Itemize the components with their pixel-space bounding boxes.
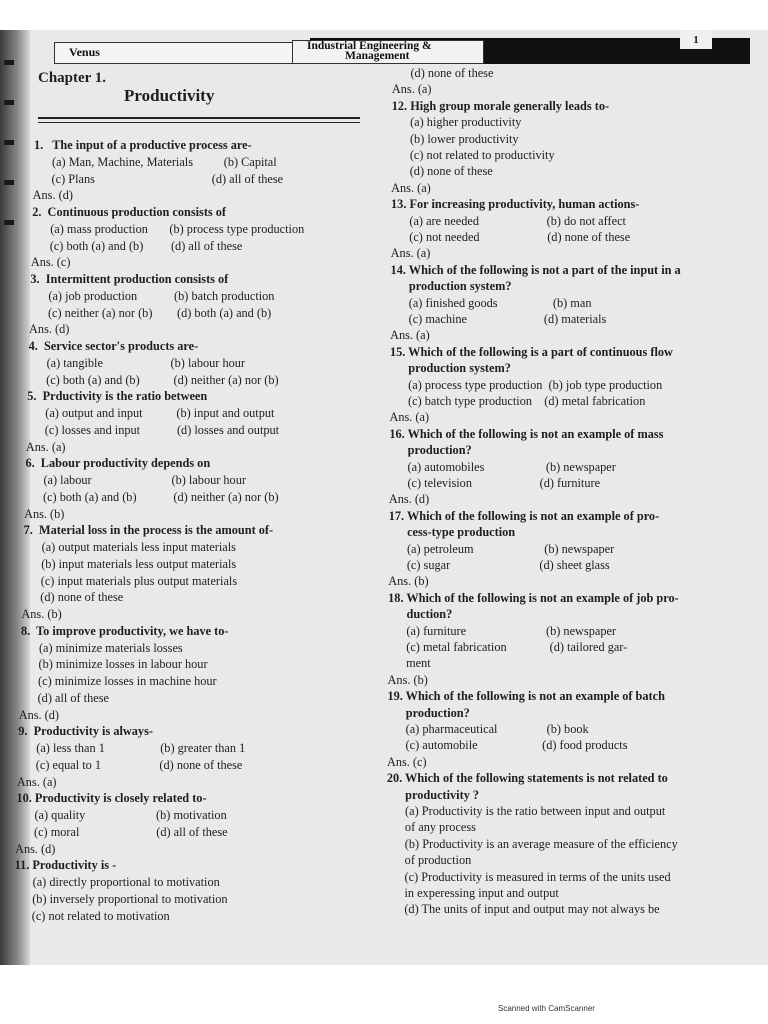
question-line: 2. Continuous production consists of [32,205,227,219]
question-line: 3. Intermittent production consists of [30,272,229,286]
question-line: Ans. (d) [388,492,430,507]
chapter-label: Chapter 1. [38,70,107,86]
margin-mark [4,100,14,105]
question-line: (d) none of these [21,590,124,605]
question-line: (d) The units of input and output may not always be [385,902,660,917]
question-line: 13. For increasing productivity, human actions- [391,197,640,212]
question-line: (a) output and input (b) input and output [26,406,275,420]
margin-mark [4,60,14,65]
question-line: (a) pharmaceutical (b) book [387,722,589,736]
question-line: (d) none of these [392,66,494,80]
question-line: (d) none of these [391,164,493,179]
question-line: of production [386,853,472,868]
question-line: in experessing input and output [386,886,559,900]
page-number: 1 [680,31,712,49]
question-line: (a) minimize materials losses [20,640,183,655]
question-line: (c) both (a) and (b) (d) all of these [31,238,243,253]
question-line: (a) tangible (b) labour hour [28,355,245,370]
question-line: production system? [390,279,512,294]
question-line: Ans. (a) [391,180,431,195]
question-line: Ans. (c) [386,754,427,769]
question-line: (b) Productivity is an average measure of the efficiency [386,836,678,851]
chapter-title: Productivity [124,86,215,105]
question-line: 17. Which of the following is not an example of pro- [388,508,660,523]
question-line: Ans. (b) [21,607,62,621]
question-line: Ans. (b) [387,672,428,687]
question-line: (c) both (a) and (b) (d) neither (a) nor (b) [27,372,279,387]
margin-mark [4,220,14,225]
question-line: productivity ? [386,787,480,802]
publisher-box [54,42,311,64]
question-line: (c) moral (d) all of these [15,824,228,839]
question-line: production system? [389,361,511,376]
question-line: (a) Man, Machine, Materials (b) Capital [33,154,277,169]
question-line: of any process [386,820,476,835]
question-line: Ans. (a) [389,410,430,425]
question-line: (a) higher productivity [391,115,522,130]
scan-footer: Scanned with CamScanner [498,1004,595,1013]
question-line: duction? [388,607,453,622]
question-line: (c) television (d) furniture [389,476,601,490]
question-line: (a) petroleum (b) newspaper [388,541,615,556]
question-line: (b) inversely proportional to motivation [13,891,228,906]
question-line: Ans. (a) [390,246,431,261]
question-line: (a) labour (b) labour hour [25,473,246,487]
question-line: (a) directly proportional to motivation [14,875,220,889]
subject-line-2: Management [345,50,410,62]
question-line: Ans. (d) [18,707,59,722]
subject-line-1: Industrial Engineering & [307,40,432,52]
question-line: 4. Service sector's products are- [28,339,199,353]
question-line: Ans. (b) [24,506,65,521]
question-line: (a) finished goods (b) man [390,295,592,310]
question-line: (c) metal fabrication (d) tailored gar- [387,640,628,654]
question-line: 18. Which of the following is not an example of job pro- [388,590,679,605]
question-line: production? [387,705,470,720]
title-rule-thin [38,122,360,123]
question-line: production? [389,443,472,458]
question-line: 15. Which of the following is a part of continuous flow [389,344,673,359]
question-line: (c) minimize losses in machine hour [19,674,217,688]
question-line: Ans. (d) [15,841,56,856]
question-line: (a) furniture (b) newspaper [387,623,617,638]
question-line: Ans. (d) [32,188,73,203]
question-line: (d) all of these [19,690,109,705]
title-rule [38,117,360,119]
margin-mark [4,140,14,145]
question-line: (c) not needed (d) none of these [390,230,631,244]
question-line: 14. Which of the following is not a part of the input in a [390,262,681,277]
question-line: (a) mass production (b) process type production [31,221,305,236]
question-line: 10. Productivity is closely related to- [16,791,207,806]
question-line: Ans. (a) [25,439,66,454]
question-line: (a) are needed (b) do not affect [390,213,626,228]
question-line: 5. Prductivity is the ratio between [27,389,208,404]
question-line: (c) machine (d) materials [390,312,607,326]
question-line: Ans. (c) [30,255,71,270]
subject-box [292,40,484,64]
question-line: Ans. (a) [390,328,430,343]
question-line: 6. Labour productivity depends on [25,456,211,471]
question-line: 9. Productivity is always- [18,724,153,739]
question-line: (c) losses and input (d) losses and output [26,422,280,437]
question-line: 16. Which of the following is not an example of mass [389,426,664,441]
question-line: (c) automobile (d) food products [387,738,628,753]
question-line: (c) neither (a) nor (b) (d) both (a) and (b) [29,305,272,320]
question-line: 20. Which of the following statements is not related to [386,771,668,786]
question-line: (a) job production (b) batch production [29,288,275,303]
question-line: 12. High group morale generally leads to- [391,98,610,113]
question-line: Ans. (b) [388,574,429,589]
question-line: (c) Plans (d) all of these [33,171,284,186]
question-line: (c) sugar (d) sheet glass [388,558,610,572]
question-line: (c) input materials plus output materials [22,573,238,588]
question-line: ment [387,656,431,671]
question-line: (c) equal to 1 (d) none of these [17,757,243,772]
question-line: Ans. (d) [29,322,70,337]
question-line: 11. Productivity is - [14,858,117,873]
question-line: 7. Material loss in the process is the amount of- [23,523,274,538]
question-line: cess-type production [388,525,516,540]
margin-mark [4,180,14,185]
question-line: (a) automobiles (b) newspaper [389,459,616,474]
question-line: Ans. (a) [391,82,432,97]
publisher-name: Venus [69,45,100,59]
question-line: (c) Productivity is measured in terms of the units used [386,869,671,884]
question-line: (a) output materials less input materials [23,540,236,554]
question-line: (a) Productivity is the ratio between input and output [386,804,666,818]
question-line: Ans. (a) [16,774,57,789]
question-line: (c) batch type production (d) metal fabrication [389,394,646,408]
question-line: (c) both (a) and (b) (d) neither (a) nor (b) [24,489,279,504]
question-line: (b) input materials less output materials [22,556,237,571]
question-line: (a) quality (b) motivation [16,808,227,822]
question-line: (a) less than 1 (b) greater than 1 [17,741,246,755]
question-line: 19. Which of the following is not an example of batch [387,689,665,704]
question-line: 8. To improve productivity, we have to- [20,623,229,638]
question-line: (b) minimize losses in labour hour [20,657,208,672]
question-line: (a) process type production (b) job type production [389,377,663,392]
question-line: (b) lower productivity [391,131,519,146]
question-line: 1. The input of a productive process are- [34,138,252,152]
question-line: (c) not related to motivation [13,908,170,923]
question-line: (c) not related to productivity [391,148,555,162]
